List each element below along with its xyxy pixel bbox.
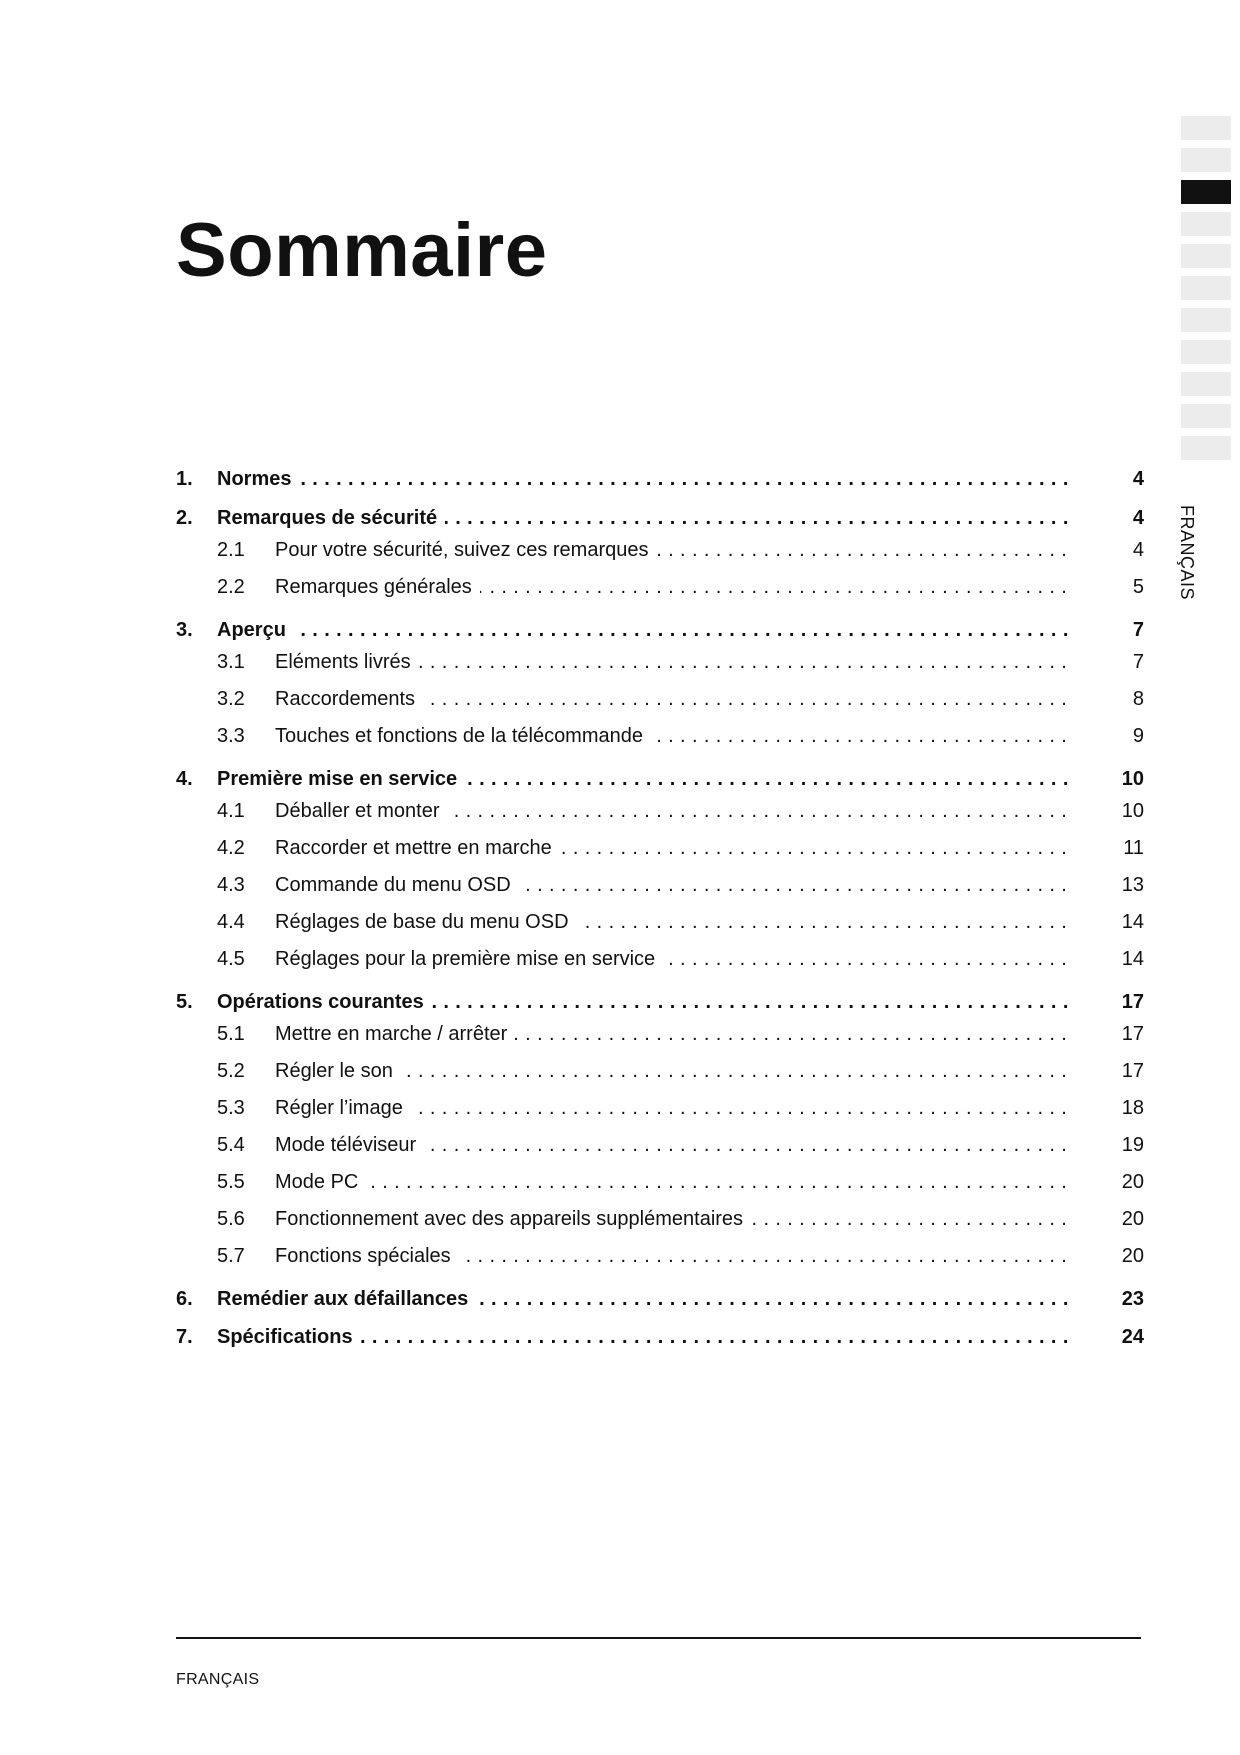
toc-entry-title: Mode téléviseur [275,1134,424,1156]
language-side-label: FRANÇAIS [1177,505,1197,601]
toc-entry-number: 5.3 [217,1097,245,1119]
toc-entry-page: 9 [1132,725,1144,747]
toc-entry-title: Spécifications [217,1326,361,1348]
language-tab-active [1181,180,1231,204]
toc-entry-title: Eléments livrés [275,651,419,673]
toc-subsection-entry[interactable] [176,1206,1144,1232]
toc-entry-leader [275,872,1074,898]
toc-entry-page: 19 [1121,1134,1144,1156]
toc-entry-leader [275,1132,1074,1158]
toc-entry-number: 5.4 [217,1134,245,1156]
toc-entry-page: 20 [1121,1171,1144,1193]
toc-entry-number: 2. [176,507,193,529]
toc-entry-page: 4 [1132,468,1144,490]
footer-language: FRANÇAIS [176,1671,260,1688]
toc-entry-page: 18 [1121,1097,1144,1119]
toc-entry-title: Déballer et monter [275,800,448,822]
toc-entry-leader [217,505,1074,531]
toc-entry-leader [275,649,1074,675]
toc-entry-number: 5.7 [217,1245,245,1267]
toc-entry-leader [275,1169,1074,1195]
language-tab [1181,276,1231,300]
toc-subsection-entry[interactable] [176,1021,1144,1047]
toc-entry-title: Raccorder et mettre en marche [275,837,560,859]
language-tab [1181,436,1231,460]
toc-entry-title: Remarques générales [275,576,480,598]
toc-entry-page: 17 [1121,1023,1144,1045]
toc-section-entry[interactable] [176,617,1144,643]
toc-entry-leader [217,617,1074,643]
toc-entry-page: 20 [1121,1208,1144,1230]
toc-entry-leader [217,466,1074,492]
toc-entry-page: 8 [1132,688,1144,710]
toc-entry-number: 5.5 [217,1171,245,1193]
toc-section-entry[interactable] [176,766,1144,792]
toc-entry-number: 5. [176,991,193,1013]
toc-entry-title: Normes [217,468,299,490]
toc-entry-leader [275,798,1074,824]
toc-entry-page: 13 [1121,874,1144,896]
footer-divider [176,1637,1141,1639]
toc-entry-number: 5.6 [217,1208,245,1230]
toc-entry-page: 14 [1121,911,1144,933]
toc-entry-title: Opérations courantes [217,991,432,1013]
toc-subsection-entry[interactable] [176,835,1144,861]
toc-entry-page: 11 [1123,837,1144,859]
language-tab [1181,116,1231,140]
toc-entry-number: 3.1 [217,651,245,673]
toc-entry-number: 5.1 [217,1023,245,1045]
toc-entry-leader [275,686,1074,712]
toc-subsection-entry[interactable] [176,574,1144,600]
toc-entry-number: 5.2 [217,1060,245,1082]
toc-entry-page: 20 [1121,1245,1144,1267]
toc-entry-number: 3. [176,619,193,641]
toc-entry-page: 7 [1132,651,1144,673]
toc-entry-leader [217,1286,1074,1312]
toc-subsection-entry[interactable] [176,723,1144,749]
toc-entry-leader [275,1021,1074,1047]
toc-section-entry[interactable] [176,1324,1144,1350]
toc-entry-leader [275,723,1074,749]
language-tab [1181,372,1231,396]
language-tab [1181,212,1231,236]
toc-entry-number: 6. [176,1288,193,1310]
toc-entry-title: Commande du menu OSD [275,874,519,896]
toc-entry-leader [275,909,1074,935]
toc-entry-leader [275,1206,1074,1232]
toc-subsection-entry[interactable] [176,946,1144,972]
toc-subsection-entry[interactable] [176,872,1144,898]
toc-subsection-entry[interactable] [176,649,1144,675]
toc-entry-page: 5 [1132,576,1144,598]
toc-entry-leader [275,574,1074,600]
toc-entry-title: Régler le son [275,1060,401,1082]
toc-entry-page: 17 [1121,991,1144,1013]
toc-subsection-entry[interactable] [176,909,1144,935]
toc-subsection-entry[interactable] [176,798,1144,824]
toc-entry-title: Fonctions spéciales [275,1245,459,1267]
toc-subsection-entry[interactable] [176,1243,1144,1269]
toc-entry-number: 4.5 [217,948,245,970]
toc-entry-page: 10 [1121,768,1144,790]
toc-entry-title: Réglages pour la première mise en service [275,948,663,970]
language-tab [1181,404,1231,428]
toc-entry-number: 4.3 [217,874,245,896]
toc-entry-number: 4.2 [217,837,245,859]
toc-entry-page: 4 [1132,507,1144,529]
toc-entry-title: Fonctionnement avec des appareils supplémentaires [275,1208,751,1230]
toc-entry-leader [275,1058,1074,1084]
toc-entry-number: 4. [176,768,193,790]
toc-entry-leader [275,946,1074,972]
toc-entry-number: 2.2 [217,576,245,598]
language-tab [1181,340,1231,364]
language-tab [1181,308,1231,332]
toc-entry-title: Aperçu [217,619,294,641]
toc-entry-number: 4.1 [217,800,245,822]
toc-entry-number: 2.1 [217,539,245,561]
toc-subsection-entry[interactable] [176,686,1144,712]
toc-entry-page: 14 [1121,948,1144,970]
toc-entry-title: Mode PC [275,1171,366,1193]
toc-entry-leader [275,835,1074,861]
toc-entry-page: 7 [1132,619,1144,641]
toc-entry-title: Première mise en service [217,768,465,790]
toc-entry-number: 3.2 [217,688,245,710]
toc-entry-title: Pour votre sécurité, suivez ces remarques [275,539,657,561]
toc-entry-number: 7. [176,1326,193,1348]
toc-entry-number: 1. [176,468,193,490]
toc-entry-title: Raccordements [275,688,423,710]
language-tab [1181,148,1231,172]
toc-entry-leader [217,766,1074,792]
toc-entry-leader [217,989,1074,1015]
toc-entry-page: 17 [1121,1060,1144,1082]
toc-entry-page: 24 [1121,1326,1144,1348]
page-title: Sommaire [176,207,548,293]
toc-section-entry[interactable] [176,505,1144,531]
toc-subsection-entry[interactable] [176,1058,1144,1084]
toc-entry-title: Remarques de sécurité [217,507,445,529]
toc-entry-page: 10 [1121,800,1144,822]
toc-entry-title: Touches et fonctions de la télécommande [275,725,651,747]
toc-entry-page: 23 [1121,1288,1144,1310]
toc-entry-leader [275,537,1074,563]
toc-subsection-entry[interactable] [176,1132,1144,1158]
toc-entry-title: Réglages de base du menu OSD [275,911,577,933]
toc-subsection-entry[interactable] [176,537,1144,563]
toc-entry-leader [275,1243,1074,1269]
toc-entry-number: 3.3 [217,725,245,747]
toc-entry-page: 4 [1132,539,1144,561]
toc-entry-title: Mettre en marche / arrêter [275,1023,515,1045]
toc-entry-title: Remédier aux défaillances [217,1288,476,1310]
toc-entry-number: 4.4 [217,911,245,933]
toc-section-entry[interactable] [176,1286,1144,1312]
toc-entry-leader [217,1324,1074,1350]
toc-entry-title: Régler l’image [275,1097,411,1119]
language-tab [1181,244,1231,268]
toc-subsection-entry[interactable] [176,1095,1144,1121]
language-tabs [1181,116,1231,468]
toc-entry-leader [275,1095,1074,1121]
toc-section-entry[interactable] [176,989,1144,1015]
toc-subsection-entry[interactable] [176,1169,1144,1195]
toc-section-entry[interactable] [176,466,1144,492]
